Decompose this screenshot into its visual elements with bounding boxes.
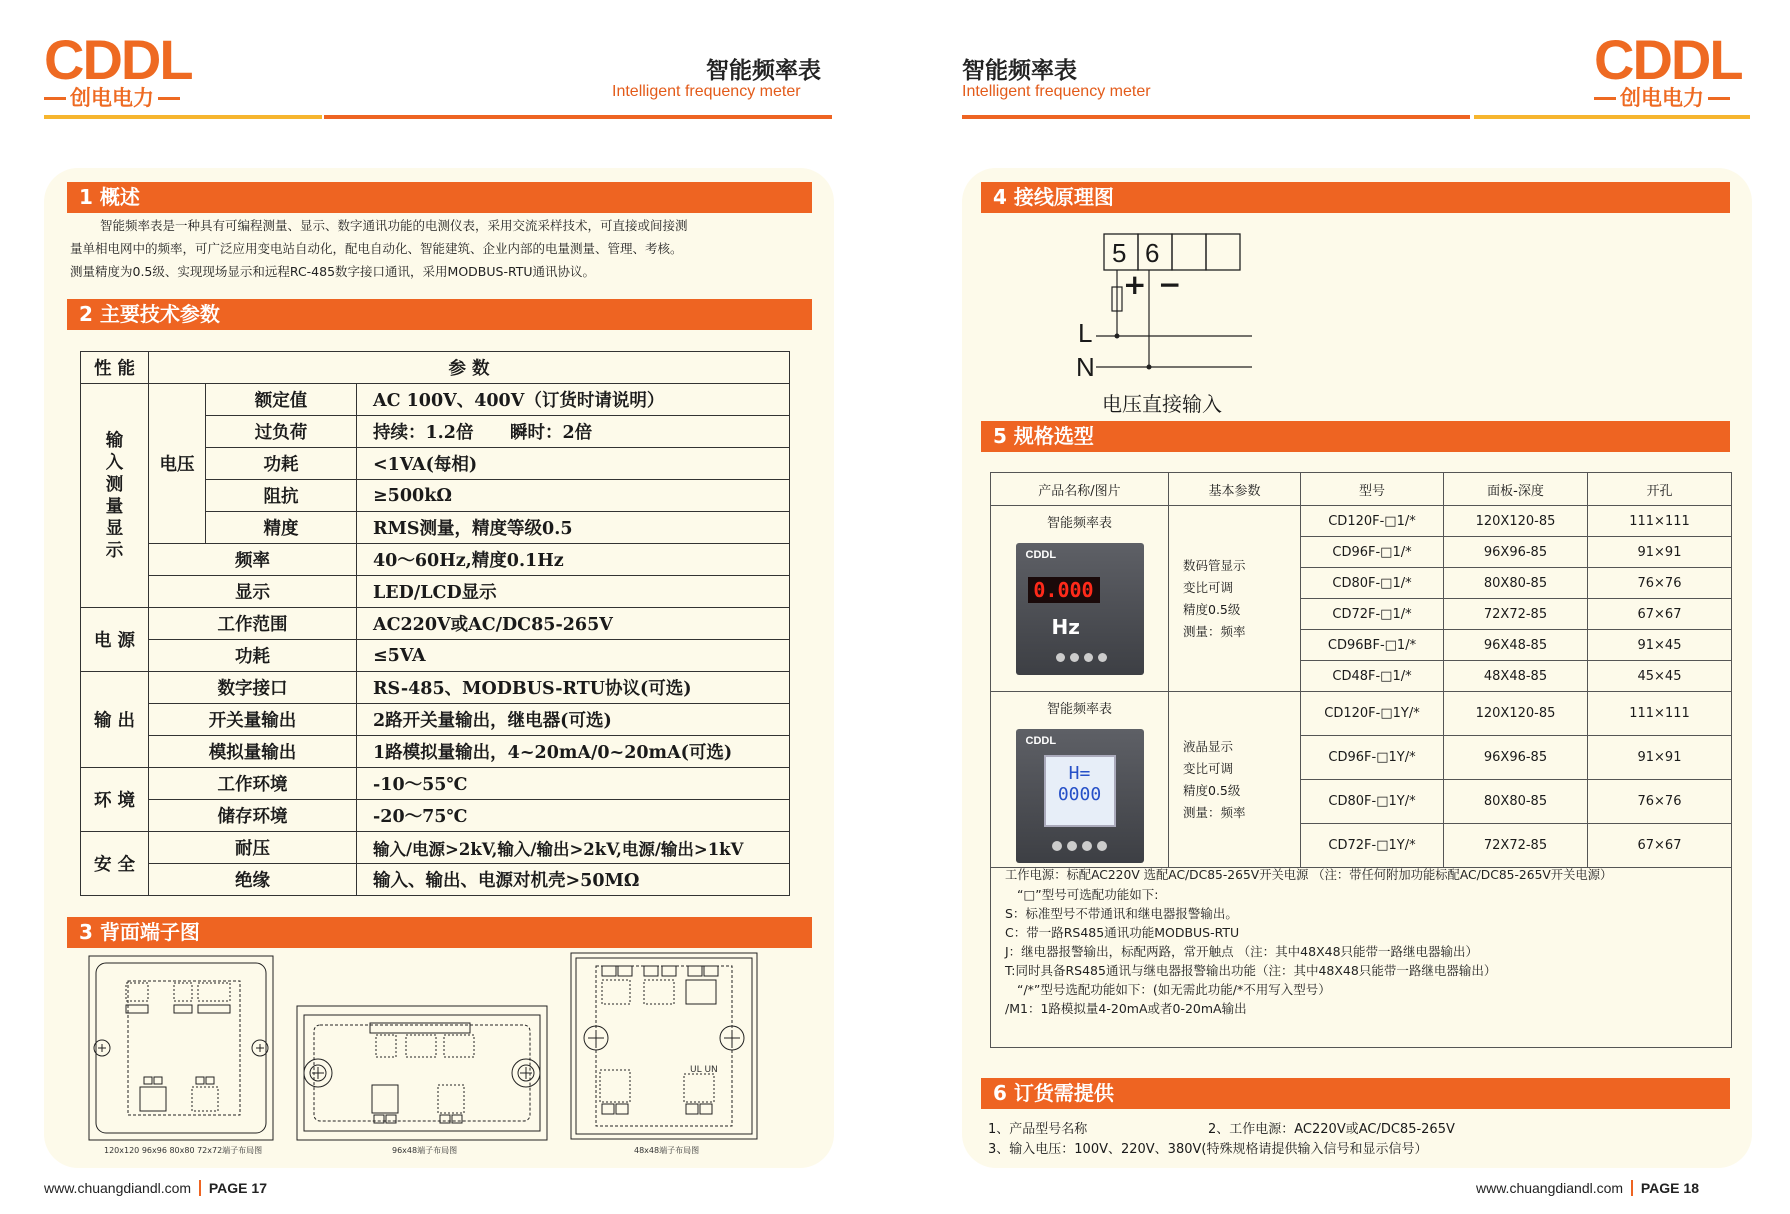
panel-depth: 80X80-85 [1444,780,1588,824]
spec-group-output: 输 出 [81,672,149,768]
logo-word: CDDL [1594,28,1742,91]
header-rule-orange-left [324,115,832,119]
note-line: J：继电器报警输出，标配两路，常开触点 （注：其中48X48只能带一路继电器输出） [1005,944,1479,959]
product-image-lcd-meter [1016,729,1144,863]
footer-url[interactable]: www.chuangdiandl.com [1476,1180,1624,1196]
wiring-terminal-5: 5 [1112,238,1127,268]
cutout: 111×111 [1588,692,1732,736]
cutout: 76×76 [1588,780,1732,824]
model: CD120F-□1Y/* [1301,692,1444,736]
selection-notes [990,858,1732,1048]
cutout: 111×111 [1588,506,1732,537]
brand-logo-left [44,28,194,110]
spec-name: 绝缘 [149,864,357,896]
meter-led-display: 0.000 [1028,577,1100,603]
note-line: C：带一路RS485通讯功能MODBUS-RTU [1005,925,1240,940]
terminal-caption-48x48: 48x48端子布局图 [634,1146,700,1155]
sel-header: 基本参数 [1169,473,1301,506]
model: CD120F-□1/* [1301,506,1444,537]
panel-depth: 96X96-85 [1444,736,1588,780]
order-item-1: 1、产品型号名称 [988,1122,1088,1137]
wiring-plus: + [1123,268,1147,301]
wiring-N: N [1076,352,1095,382]
sel-header: 型号 [1301,473,1444,506]
page-title-left: 智能频率表 [706,58,821,84]
spec-value: <1VA(每相) [357,448,790,480]
param: 变比可调 [1183,760,1234,776]
sel-header: 开孔 [1588,473,1732,506]
product-cell-led [991,506,1169,692]
panel-depth: 72X72-85 [1444,599,1588,630]
spec-name: 显示 [149,576,357,608]
header-rule-orange-right [962,115,1470,119]
spec-name: 储存环境 [149,800,357,832]
meter-logo: CDDL [1025,549,1057,561]
product-name: 智能频率表 [1046,516,1112,531]
spec-value: RS-485、MODBUS-RTU协议(可选) [357,672,790,704]
note-line: S：标准型号不带通讯和继电器报警输出。 [1005,906,1238,921]
param: 测量：频率 [1183,623,1246,639]
param: 测量：频率 [1183,804,1246,820]
lcd-line-2: 0000 [1057,784,1102,805]
spec-name: 功耗 [206,448,357,480]
cutout: 67×67 [1588,599,1732,630]
cutout: 91×91 [1588,736,1732,780]
lcd-line-1: H= [1068,763,1091,784]
terminal-label: UL UN [690,1065,718,1075]
terminal-caption-square: 120x120 96x96 80x80 72x72端子布局图 [104,1146,263,1155]
overview-line: 测量精度为0.5级、实现现场显示和远程RC-485数字接口通讯，采用MODBUS-RTU通讯协议。 [70,264,596,279]
wiring-L: L [1078,318,1093,348]
model: CD96BF-□1/* [1301,630,1444,661]
model: CD72F-□1/* [1301,599,1444,630]
header-rule-yellow-right [1474,115,1750,119]
spec-name: 模拟量输出 [149,736,357,768]
meter-buttons [1056,653,1107,662]
spec-group-input [81,384,149,608]
spec-header-perf: 性 能 [81,352,149,384]
overview-text [70,214,810,283]
spec-group-env: 环 境 [81,768,149,832]
spec-name: 工作环境 [149,768,357,800]
header-rule-yellow-left [44,115,322,119]
panel-depth: 120X120-85 [1444,692,1588,736]
cutout: 91×91 [1588,537,1732,568]
param: 变比可调 [1183,579,1234,595]
spec-name: 耐压 [149,832,357,864]
note-line: “/*”型号选配功能如下：(如无需此功能/*不用写入型号） [1017,982,1331,997]
spec-value: AC 100V、400V（订货时请说明） [357,384,790,416]
spec-value: 输入、输出、电源对机壳>50MΩ [357,864,790,896]
model: CD72F-□1Y/* [1301,824,1444,868]
spec-value: 40～60Hz,精度0.1Hz [357,544,790,576]
panel-depth: 120X120-85 [1444,506,1588,537]
meter-buttons [1052,841,1107,851]
params-cell-lcd [1169,692,1301,868]
param: 数码管显示 [1183,557,1246,573]
wiring-terminal-6: 6 [1145,238,1160,268]
page-title-right: 智能频率表 [962,58,1077,84]
panel-depth: 80X80-85 [1444,568,1588,599]
params-cell-led [1169,506,1301,692]
note-line: T:同时具备RS485通讯与继电器报警输出功能（注：其中48X48只能带一路继电器输出） [1005,963,1497,978]
model: CD80F-□1/* [1301,568,1444,599]
page-number-left: PAGE 17 [208,1180,267,1196]
terminal-caption-96x48: 96x48端子布局图 [392,1146,458,1155]
spec-value: LED/LCD显示 [357,576,790,608]
spec-value: ≤5VA [357,640,790,672]
spec-group-power: 电 源 [81,608,149,672]
spec-group-input-label: 输入测量显示 [105,430,124,561]
param: 精度0.5级 [1183,782,1241,798]
cutout: 45×45 [1588,661,1732,692]
meter-unit: Hz [1051,615,1080,639]
spec-name: 阻抗 [206,480,357,512]
terminal-diagram-48x48 [570,952,758,1140]
spec-value: 2路开关量输出，继电器(可选) [357,704,790,736]
spec-group-voltage: 电压 [149,384,206,544]
panel-depth: 72X72-85 [1444,824,1588,868]
wiring-minus: − [1158,268,1182,301]
spec-table [80,351,790,896]
spec-name: 数字接口 [149,672,357,704]
model: CD80F-□1Y/* [1301,780,1444,824]
spec-value: -20～75℃ [357,800,790,832]
spec-group-safety: 安 全 [81,832,149,896]
terminal-diagram-96x48 [296,1005,548,1141]
overview-line: 量单相电网中的频率，可广泛应用变电站自动化，配电自动化、智能建筑、企业内部的电量测量、管理、考核。 [70,241,683,256]
spec-name: 额定值 [206,384,357,416]
cutout: 91×45 [1588,630,1732,661]
param: 液晶显示 [1183,738,1234,754]
spec-value: 1路模拟量输出，4~20mA/0~20mA(可选) [357,736,790,768]
selection-table [990,472,1732,868]
sel-header: 面板-深度 [1444,473,1588,506]
product-name: 智能频率表 [1046,702,1112,717]
cutout: 76×76 [1588,568,1732,599]
logo-sub: 创电电力 [1620,86,1704,110]
model: CD96F-□1/* [1301,537,1444,568]
note-line: /M1：1路模拟量4-20mA或者0-20mA输出 [1005,1001,1247,1016]
footer-right [1476,1180,1699,1196]
page-number-right: PAGE 18 [1640,1180,1699,1196]
order-item-2: 2、工作电源：AC220V或AC/DC85-265V [1208,1122,1455,1137]
spec-name: 工作范围 [149,608,357,640]
spec-name: 过负荷 [206,416,357,448]
spec-value: ≥500kΩ [357,480,790,512]
panel-depth: 96X48-85 [1444,630,1588,661]
section-4-header: 4 接线原理图 [981,182,1730,213]
page-subtitle-left: Intelligent frequency meter [612,83,801,100]
order-item-3: 3、输入电压：100V、220V、380V(特殊规格请提供输入信号和显示信号） [988,1142,1428,1157]
spec-value: -10～55℃ [357,768,790,800]
param: 精度0.5级 [1183,601,1241,617]
wiring-caption: 电压直接输入 [1102,392,1222,416]
footer-url[interactable]: www.chuangdiandl.com [44,1180,192,1196]
logo-sub: 创电电力 [70,86,154,110]
product-image-led-meter [1016,543,1144,675]
spec-name: 功耗 [149,640,357,672]
model: CD48F-□1/* [1301,661,1444,692]
model: CD96F-□1Y/* [1301,736,1444,780]
panel-depth: 96X96-85 [1444,537,1588,568]
meter-logo: CDDL [1025,735,1057,747]
note-line: “□”型号可选配功能如下: [1017,887,1159,902]
spec-name: 精度 [206,512,357,544]
note-line: 工作电源：标配AC220V 选配AC/DC85-265V开关电源 （注：带任何附加功能标配AC/DC85-265V开关电源） [1005,868,1613,882]
spec-name: 频率 [149,544,357,576]
overview-line: 智能频率表是一种具有可编程测量、显示、数字通讯功能的电测仪表，采用交流采样技术，可直接或间接测 [100,218,688,233]
spec-value: RMS测量，精度等级0.5 [357,512,790,544]
panel-depth: 48X48-85 [1444,661,1588,692]
logo-word: CDDL [44,28,192,91]
page-subtitle-right: Intelligent frequency meter [962,83,1151,100]
spec-value: 输入/电源>2kV,输入/输出>2kV,电源/输出>1kV [357,832,790,864]
spec-name: 开关量输出 [149,704,357,736]
sel-header: 产品名称/图片 [991,473,1169,506]
spec-value: 持续：1.2倍 瞬时：2倍 [357,416,790,448]
cutout: 67×67 [1588,824,1732,868]
meter-lcd-display [1044,755,1116,827]
section-5-header: 5 规格选型 [981,421,1730,452]
section-6-header: 6 订货需提供 [981,1078,1730,1109]
terminal-diagram-square [88,955,274,1141]
section-3-header: 3 背面端子图 [67,917,812,948]
product-cell-lcd [991,692,1169,868]
footer-left [44,1180,267,1196]
spec-value: AC220V或AC/DC85-265V [357,608,790,640]
brand-logo-right [1594,28,1744,110]
spec-header-param: 参 数 [149,352,790,384]
section-2-header: 2 主要技术参数 [67,299,812,330]
section-1-header: 1 概述 [67,182,812,213]
